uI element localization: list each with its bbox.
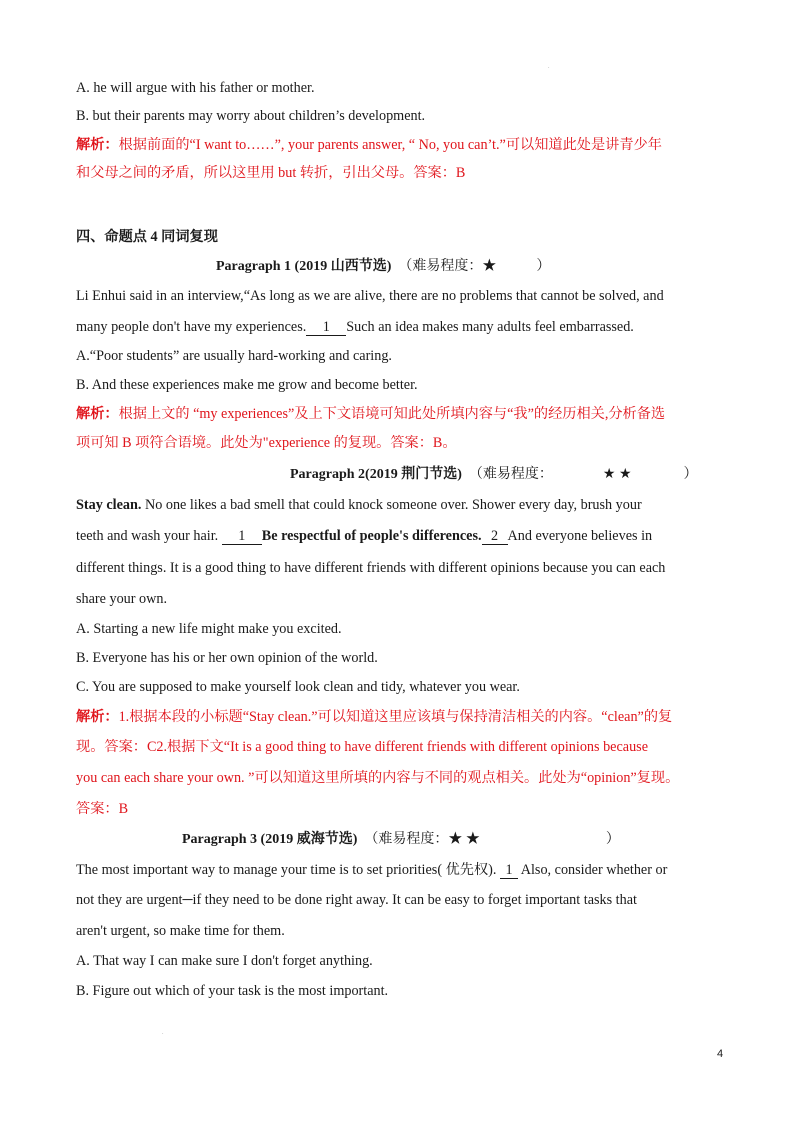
p2-text-line1-body: No one likes a bad smell that could knock someone over. Shower every day, brush your [141, 497, 642, 513]
p3-text-line3: aren't urgent, so make time for them. [76, 923, 285, 939]
p2-text-line2c: And everyone believes in [507, 528, 653, 544]
p1-difficulty: （难易程度：★ [398, 259, 497, 274]
p2-option-c: C. You are supposed to make yourself look clean and tidy, whatever you wear. [76, 679, 520, 695]
p1-analysis-line2: 项可知 B 项符合语境。此处为"experience 的复现。答案：B。 [76, 435, 457, 451]
p2-blank-2: 2 [482, 528, 508, 545]
p2-subhead-1: Stay clean. [76, 497, 142, 513]
p2-title-row [290, 466, 698, 484]
p3-option-a: A. That way I can make sure I don't forget anything. [76, 953, 373, 969]
p2-difficulty: （难易程度： [468, 467, 553, 482]
p2-text-line3: different things. It is a good thing to have different friends with different opinions because you can each [76, 560, 666, 576]
p3-text-line2: not they are urgent─if they need to be done right away. It can be easy to forget important tasks that [76, 892, 637, 908]
p2-analysis-line2: 现。答案：C2.根据下文“It is a good thing to have different friends with different opinions because [76, 739, 648, 755]
p2-title: Paragraph 2(2019 荆门节选) [290, 467, 462, 482]
p1-text-line2a: many people don't have my experiences. [76, 319, 307, 335]
p2-difficulty-close: ） [683, 467, 698, 482]
p3-text-line1b: Also, consider whether or [517, 862, 668, 878]
page-number: 4 [717, 1048, 724, 1060]
p2-analysis-line4: 答案：B [76, 801, 129, 817]
p1-title-row [216, 258, 550, 276]
p2-analysis-label: 解析： [76, 709, 119, 725]
analysis-prev-line1 [76, 136, 662, 154]
scan-dot: . [162, 1030, 164, 1036]
p2-subhead-2: Be respectful of people's differences. [261, 528, 482, 544]
p1-text-line1: Li Enhui said in an interview,“As long as we are alive, there are no problems that cannot be solved, and [76, 288, 664, 304]
p3-difficulty-close: ） [605, 832, 620, 847]
analysis-text: 根据前面的“I want to……”, your parents answer, “ No, you can’t.”可以知道此处是讲青少年 [118, 137, 662, 153]
p2-option-a: A. Starting a new life might make you excited. [76, 621, 342, 637]
p2-text-line2 [76, 527, 652, 545]
p2-text-line4: share your own. [76, 591, 168, 607]
p3-text-line1 [76, 861, 667, 879]
p2-analysis-line1 [76, 708, 672, 726]
p1-analysis-label: 解析： [76, 406, 119, 422]
p3-title: Paragraph 3 (2019 威海节选) [182, 832, 358, 847]
option-a-prev: A. he will argue with his father or mother. [76, 80, 315, 96]
p3-text-line1a: The most important way to manage your time is to set priorities( 优先权). [76, 862, 500, 878]
p2-stars: ★ ★ [602, 467, 632, 482]
p2-text-line2a: teeth and wash your hair. [76, 528, 222, 544]
p1-text-line2b: Such an idea makes many adults feel embarrassed. [346, 319, 634, 335]
p1-option-b: B. And these experiences make me grow and become better. [76, 377, 418, 393]
p1-text-line2 [76, 318, 634, 336]
p2-blank-1: 1 [222, 528, 262, 545]
p3-blank-1: 1 [500, 862, 518, 879]
p3-option-b: B. Figure out which of your task is the most important. [76, 983, 389, 999]
p1-blank-1: 1 [306, 319, 346, 336]
p3-title-row [182, 831, 620, 849]
analysis-prev-line2: 和父母之间的矛盾，所以这里用 but 转折，引出父母。答案：B [76, 165, 466, 181]
option-b-prev: B. but their parents may worry about children’s development. [76, 108, 426, 124]
p2-option-b: B. Everyone has his or her own opinion of the world. [76, 650, 378, 666]
p1-analysis-line1 [76, 405, 665, 423]
p2-text-line1 [76, 496, 642, 514]
p1-title: Paragraph 1 (2019 山西节选) [216, 259, 392, 274]
p1-analysis-text: 根据上文的 “my experiences”及上下文语境可知此处所填内容与“我”的经历相关,分析备选 [118, 406, 666, 422]
p3-difficulty: （难易程度：★ ★ [364, 832, 480, 847]
section-heading: 四、命题点 4 同词复现 [76, 229, 218, 245]
p2-analysis-text: 1.根据本段的小标题“Stay clean.”可以知道这里应该填与保持清洁相关的内容。“clean”的复 [118, 709, 673, 725]
scan-dot: . [548, 64, 550, 70]
p1-difficulty-close: ） [536, 259, 551, 274]
analysis-label: 解析： [76, 137, 119, 153]
p1-option-a: A.“Poor students” are usually hard-working and caring. [76, 348, 392, 364]
p2-analysis-line3: you can each share your own. ”可以知道这里所填的内容与不同的观点相关。此处为“opinion”复现。 [76, 770, 680, 786]
